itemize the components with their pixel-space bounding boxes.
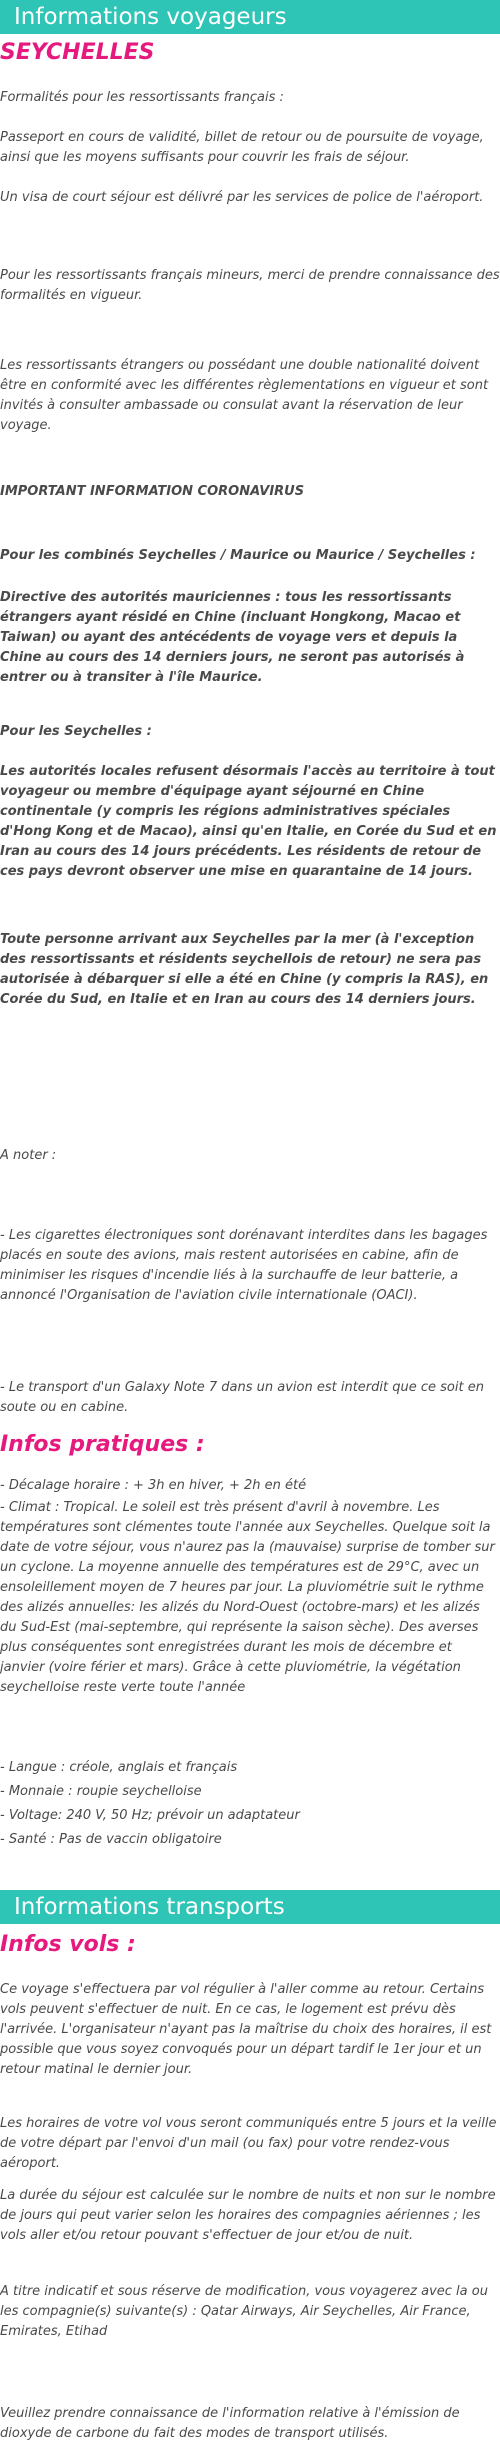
section-band-transports [0, 1890, 500, 1924]
list-item: - Monnaie : roupie seychelloise [0, 1784, 202, 1799]
paragraph: Pour les ressortissants français mineurs, merci de prendre connaissance des formalités en vigueur. [0, 268, 500, 303]
paragraph: Ce voyage s'effectuera par vol régulier à l'aller comme au retour. Certains vols peuvent s'effectuer de nuit. En ce cas, le logement est prévu dès l'arrivée. L'organisateur n'ayant pas la maîtrise du choix des horaires, il est possible que vous soyez convoqués pour un départ tardif le 1er jour et un retour matinal le dernier jour. [0, 1982, 492, 2077]
paragraph: - Les cigarettes électroniques sont dorénavant interdites dans les bagages placés en soute des avions, mais restent autorisées en cabine, afin de minimiser les risques d'incendie liés à la surchauffe de leur batterie, a annoncé l'Organisation de l'aviation civile internationale (OACI). [0, 1228, 488, 1303]
list-item: - Langue : créole, anglais et français [0, 1760, 238, 1775]
paragraph: A titre indicatif et sous réserve de modification, vous voyagerez avec la ou les compagnie(s) suivante(s) : Qatar Airways, Air Seychelles, Air France, Emirates, Etihad [0, 2284, 488, 2339]
section-title: Informations voyageurs [14, 4, 287, 30]
paragraph: Pour les combinés Seychelles / Maurice ou Maurice / Seychelles : [0, 548, 476, 563]
paragraph: La durée du séjour est calculée sur le nombre de nuits et non sur le nombre de jours qui peut varier selon les horaires des compagnies aériennes ; les vols aller et/ou retour pouvant s'effectuer de jour et/ou de nuit. [0, 2188, 496, 2243]
paragraph: Les autorités locales refusent désormais l'accès au territoire à tout voyageur ou membre d'équipage ayant séjourné en Chine continentale (y compris les régions administratives spéciales d'Hong Kong et de Macao), ainsi qu'en Italie, en Corée du Sud et en Iran au cours des 14 jours précédents. Les résidents de retour de ces pays devront observer une mise en quarantaine de 14 jours. [0, 764, 497, 879]
infos-vols-heading: Infos vols : [0, 1932, 136, 1957]
paragraph: Un visa de court séjour est délivré par les services de police de l'aéroport. [0, 190, 484, 205]
paragraph: Les ressortissants étrangers ou possédant une double nationalité doivent être en conformité avec les différentes règlementations en vigueur et sont invités à consulter ambassade ou consulat avant la réservation de leur voyage. [0, 358, 489, 433]
list-item: - Décalage horaire : + 3h en hiver, + 2h en été [0, 1478, 307, 1493]
alert-title: IMPORTANT INFORMATION CORONAVIRUS [0, 484, 305, 499]
section-title: Informations transports [14, 1894, 285, 1920]
list-item: - Santé : Pas de vaccin obligatoire [0, 1832, 222, 1847]
paragraph: - Le transport d'un Galaxy Note 7 dans un avion est interdit que ce soit en soute ou en cabine. [0, 1380, 484, 1415]
paragraph: Toute personne arrivant aux Seychelles par la mer (à l'exception des ressortissants et résidents seychellois de retour) ne sera pas autorisée à débarquer si elle a été en Chine (y compris la RAS), en Corée du Sud, en Italie et en Iran au cours des 14 derniers jours. [0, 932, 489, 1007]
paragraph: Pour les Seychelles : [0, 724, 152, 739]
paragraph: Formalités pour les ressortissants français : [0, 90, 284, 105]
country-heading: SEYCHELLES [0, 40, 155, 65]
list-item: - Climat : Tropical. Le soleil est très présent d'avril à novembre. Les températures sont clémentes toute l'année aux Seychelles. Quelque soit la date de votre séjour, vous n'aurez pas la (mauvaise) surprise de tomber sur un cyclone. La moyenne annuelle des températures est de 29°C, avec un ensoleillement moyen de 7 heures par jour. La pluviométrie suit le rythme des alizés annuelles: les alizés du Nord-Ouest (octobre-mars) et les alizés du Sud-Est (mai-septembre, qui représente la saison sèche). Des averses plus conséquentes sont enregistrées durant les mois de décembre et janvier (voire férier et mars). Grâce à cette pluviométrie, la végétation seychelloise reste verte toute l'année [0, 1500, 495, 1695]
paragraph: A noter : [0, 1148, 57, 1163]
section-band-voyageurs [0, 0, 500, 34]
paragraph: Les horaires de votre vol vous seront communiqués entre 5 jours et la veille de votre départ par l'envoi d'un mail (ou fax) pour votre rendez-vous aéroport. [0, 2116, 497, 2171]
paragraph: Directive des autorités mauriciennes : tous les ressortissants étrangers ayant résidé en Chine (incluant Hongkong, Macao et Taiwan) ou ayant des antécédents de voyage vers et depuis la Chine au cours des 14 derniers jours, ne seront pas autorisés à entrer ou à transiter à l'île Maurice. [0, 590, 465, 685]
list-item: - Voltage: 240 V, 50 Hz; prévoir un adaptateur [0, 1808, 300, 1823]
paragraph: Veuillez prendre connaissance de l'information relative à l'émission de dioxyde de carbone du fait des modes de transport utilisés. [0, 2406, 460, 2441]
infos-pratiques-heading: Infos pratiques : [0, 1432, 205, 1457]
paragraph: Passeport en cours de validité, billet de retour ou de poursuite de voyage, ainsi que les moyens suffisants pour couvrir les frais de séjour. [0, 130, 484, 165]
